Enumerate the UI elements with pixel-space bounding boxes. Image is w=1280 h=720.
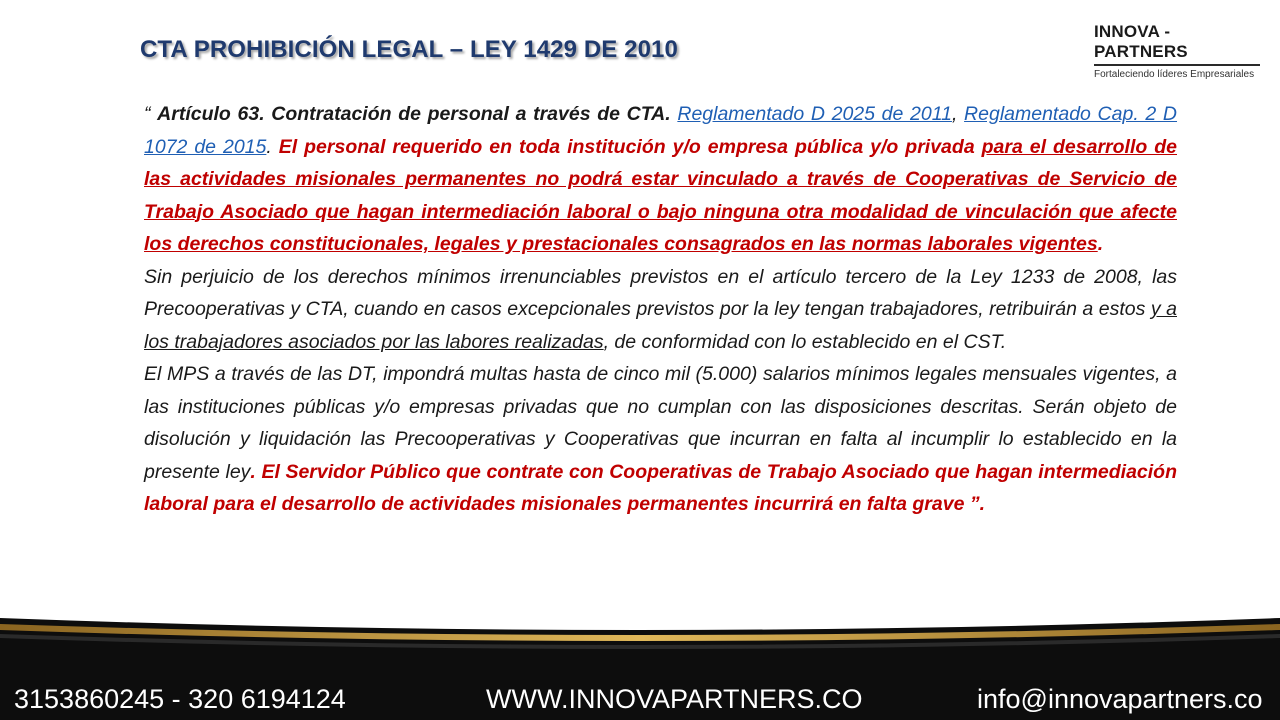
footer-website: WWW.INNOVAPARTNERS.CO [486,684,863,714]
article-paragraph [144,98,1177,261]
paragraph-3-red: El Servidor Público que contrate con Cooperativas de Trabajo Asociado que hagan intermediación laboral para el desarrollo de actividades misionales permanentes incurrirá en falta grave ”. [144,460,1178,515]
company-logo [1094,22,1264,81]
footer-bar [0,600,1280,720]
footer-email: info@innovapartners.co [977,684,1263,714]
red-underlined-text: para el desarrollo de las actividades misionales permanentes no podrá estar vinculado a través de Cooperativas de Servicio de Trabajo Asociado que hagan intermediación laboral o bajo ninguna otra modalidad de vinculación que afecte los derechos constitucionales, legales y prestacionales consagrados en las normas laborales vigentes [144,135,1177,255]
paragraph-2 [144,261,1177,359]
link-separator: , [951,103,965,125]
paragraph-2-underlined: y a los trabajadores asociados por las labores realizadas [144,298,1177,353]
open-quote: “ [144,103,158,125]
article-heading: Artículo 63. Contratación de personal a través de CTA. [157,103,671,125]
logo-divider [1094,64,1260,66]
logo-name: INNOVA - PARTNERS [1094,22,1188,61]
paragraph-3-text: El MPS a través de las DT, impondrá multas hasta de cinco mil (5.000) salarios mínimos legales mensuales vigentes, a las instituciones públicas y/o empresas privadas que no cumplan con las disposiciones descritas. Serán objeto de disolución y liquidación las Precooperativas y Cooperativas que incurran en falta al incumplir lo establecido en la presente ley [144,363,1177,483]
slide-title: CTA PROHIBICIÓN LEGAL – LEY 1429 DE 2010 [140,36,678,63]
link-reglamentado-1072[interactable]: Reglamentado Cap. 2 D 1072 de 2015 [144,103,1178,158]
paragraph-3-period: . [250,460,256,483]
link-period: . [266,135,272,158]
red-lead-text: El personal requerido en toda institución y/o empresa pública y/o privada [271,135,982,158]
paragraph-2-rest: , de conformidad con lo establecido en el CST. [603,330,1007,353]
paragraph-2-text: Sin perjuicio de los derechos mínimos irrenunciables previstos en el artículo tercero de la Ley 1233 de 2008, las Precooperativas y CTA, cuando en casos excepcionales previstos por la ley tengan trabajadores, retribuirán a estos [144,265,1177,320]
slide-body [144,98,1177,521]
link-reglamentado-2025[interactable]: Reglamentado D 2025 de 2011 [677,103,952,125]
logo-tagline: Fortaleciendo líderes Empresariales [1094,69,1255,80]
paragraph-3 [144,358,1177,521]
footer-phone: 3153860245 - 320 6194124 [14,684,346,714]
red-end-period: . [1097,233,1104,255]
